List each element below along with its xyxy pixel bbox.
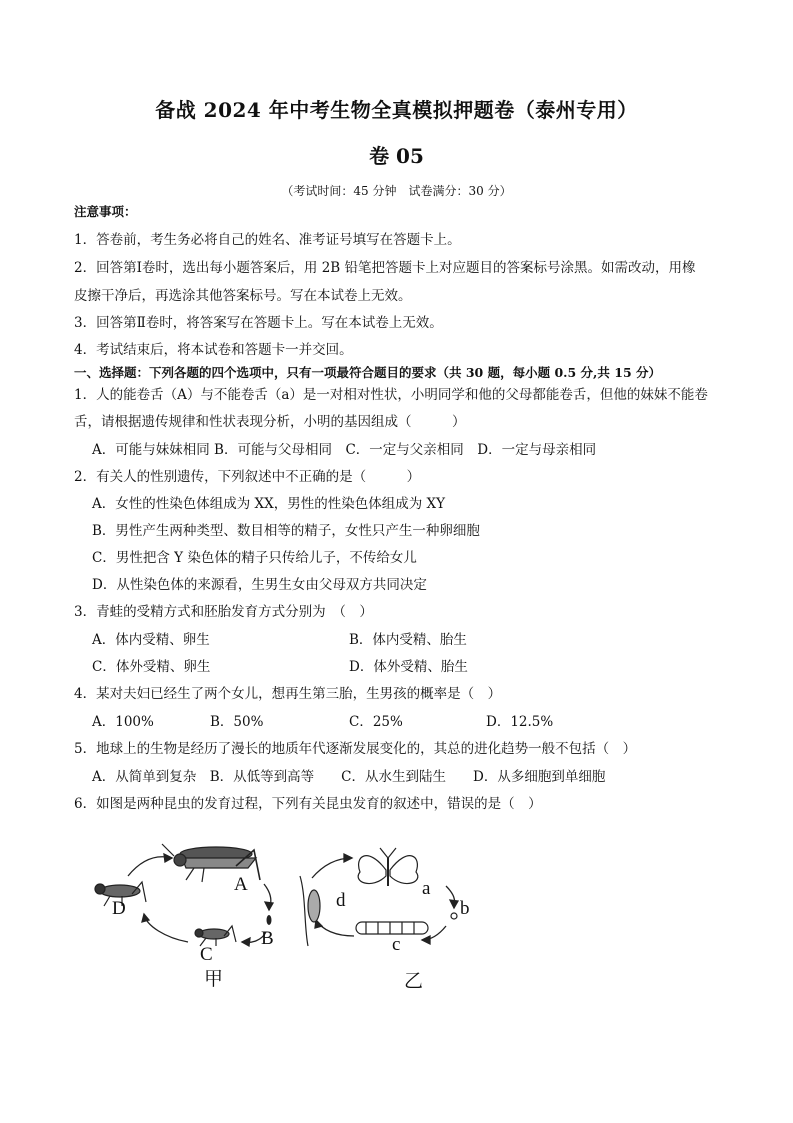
butterfly-pupa-icon — [300, 876, 320, 946]
question-1-options: A．可能与妹妹相同 B．可能与父母相同 C．一定与父亲相同 D．一定与母亲相同 — [92, 442, 597, 458]
question-5-options: A．从简单到复杂 B．从低等到高等 C．从水生到陆生 D．从多细胞到单细胞 — [92, 769, 606, 785]
question-1-stem: 1．人的能卷舌（A）与不能卷舌（a）是一对相对性状，小明同学和他的父母都能卷舌，但他的妹妹不能卷 — [74, 387, 708, 403]
exam-info: （考试时间：45 分钟 试卷满分：30 分） — [281, 184, 512, 198]
grasshopper-nymph-c-icon — [195, 926, 236, 946]
label-b-lower: b — [460, 898, 470, 919]
question-4-option-c: C．25% — [349, 714, 403, 730]
question-2-stem: 2．有关人的性别遗传，下列叙述中不正确的是（ ） — [74, 469, 421, 485]
section-heading: 一、选择题：下列各题的四个选项中，只有一项最符合题目的要求（共 30 题，每小题 0.5 分,共 15 分） — [74, 365, 662, 380]
note-item: 2．回答第Ⅰ卷时，选出每小题答案后，用 2B 铅笔把答题卡上对应题目的答案标号涂黑。如需改动，用橡 — [74, 260, 696, 276]
question-4-option-a: A．100% — [92, 714, 154, 730]
label-d-lower: d — [336, 890, 346, 911]
notes-heading: 注意事项： — [74, 204, 137, 219]
note-item: 4．考试结束后，将本试卷和答题卡一并交回。 — [74, 342, 353, 358]
butterfly-adult-icon — [358, 848, 418, 886]
butterfly-larva-icon — [356, 922, 428, 934]
label-d-upper: D — [112, 898, 126, 919]
question-2-option-b: B．男性产生两种类型、数目相等的精子，女性只产生一种卵细胞 — [92, 523, 480, 539]
insect-development-figure — [86, 836, 486, 996]
question-4-option-b: B．50% — [210, 714, 264, 730]
label-a-upper: A — [234, 874, 248, 895]
question-5-stem: 5．地球上的生物是经历了漫长的地质年代逐渐发展变化的，其总的进化趋势一般不包括（ ） — [74, 741, 637, 757]
question-3-option-c: C．体外受精、卵生 — [92, 659, 211, 675]
question-3-option-b: B．体内受精、胎生 — [349, 632, 467, 648]
figure-caption-left: 甲 — [204, 968, 224, 990]
butterfly-egg-icon — [451, 913, 457, 919]
insect-cycles-diagram — [86, 836, 486, 996]
question-3-option-a: A．体内受精、卵生 — [92, 632, 210, 648]
label-b-upper: B — [261, 928, 274, 949]
question-3-stem: 3．青蛙的受精方式和胚胎发育方式分别为 （ ） — [74, 604, 373, 620]
note-item: 1．答卷前，考生务必将自己的姓名、准考证号填写在答题卡上。 — [74, 232, 461, 248]
grasshopper-egg-icon — [267, 915, 272, 925]
question-4-option-d: D．12.5% — [486, 714, 554, 730]
note-item: 皮擦干净后，再选涂其他答案标号。写在本试卷上无效。 — [74, 288, 412, 304]
exam-title: 备战 2024 年中考生物全真模拟押题卷（泰州专用） — [155, 98, 638, 122]
exam-subtitle: 卷 05 — [369, 144, 424, 168]
question-4-stem: 4．某对夫妇已经生了两个女儿，想再生第三胎，生男孩的概率是（ ） — [74, 686, 502, 702]
question-2-option-c: C．男性把含 Y 染色体的精子只传给儿子，不传给女儿 — [92, 550, 417, 566]
figure-caption-right: 乙 — [404, 970, 424, 992]
question-3-option-d: D．体外受精、胎生 — [349, 659, 468, 675]
question-1-stem-cont: 舌，请根据遗传规律和性状表现分析，小明的基因组成（ ） — [74, 414, 466, 430]
question-6-stem: 6．如图是两种昆虫的发育过程，下列有关昆虫发育的叙述中，错误的是（ ） — [74, 796, 542, 812]
question-2-option-a: A．女性的性染色体组成为 XX，男性的性染色体组成为 XY — [92, 496, 446, 512]
question-2-option-d: D．从性染色体的来源看，生男生女由父母双方共同决定 — [92, 577, 427, 593]
label-c-upper: C — [200, 944, 213, 965]
label-a-lower: a — [422, 878, 431, 899]
note-item: 3．回答第Ⅱ卷时，将答案写在答题卡上。写在本试卷上无效。 — [74, 315, 443, 331]
label-c-lower: c — [392, 934, 401, 955]
